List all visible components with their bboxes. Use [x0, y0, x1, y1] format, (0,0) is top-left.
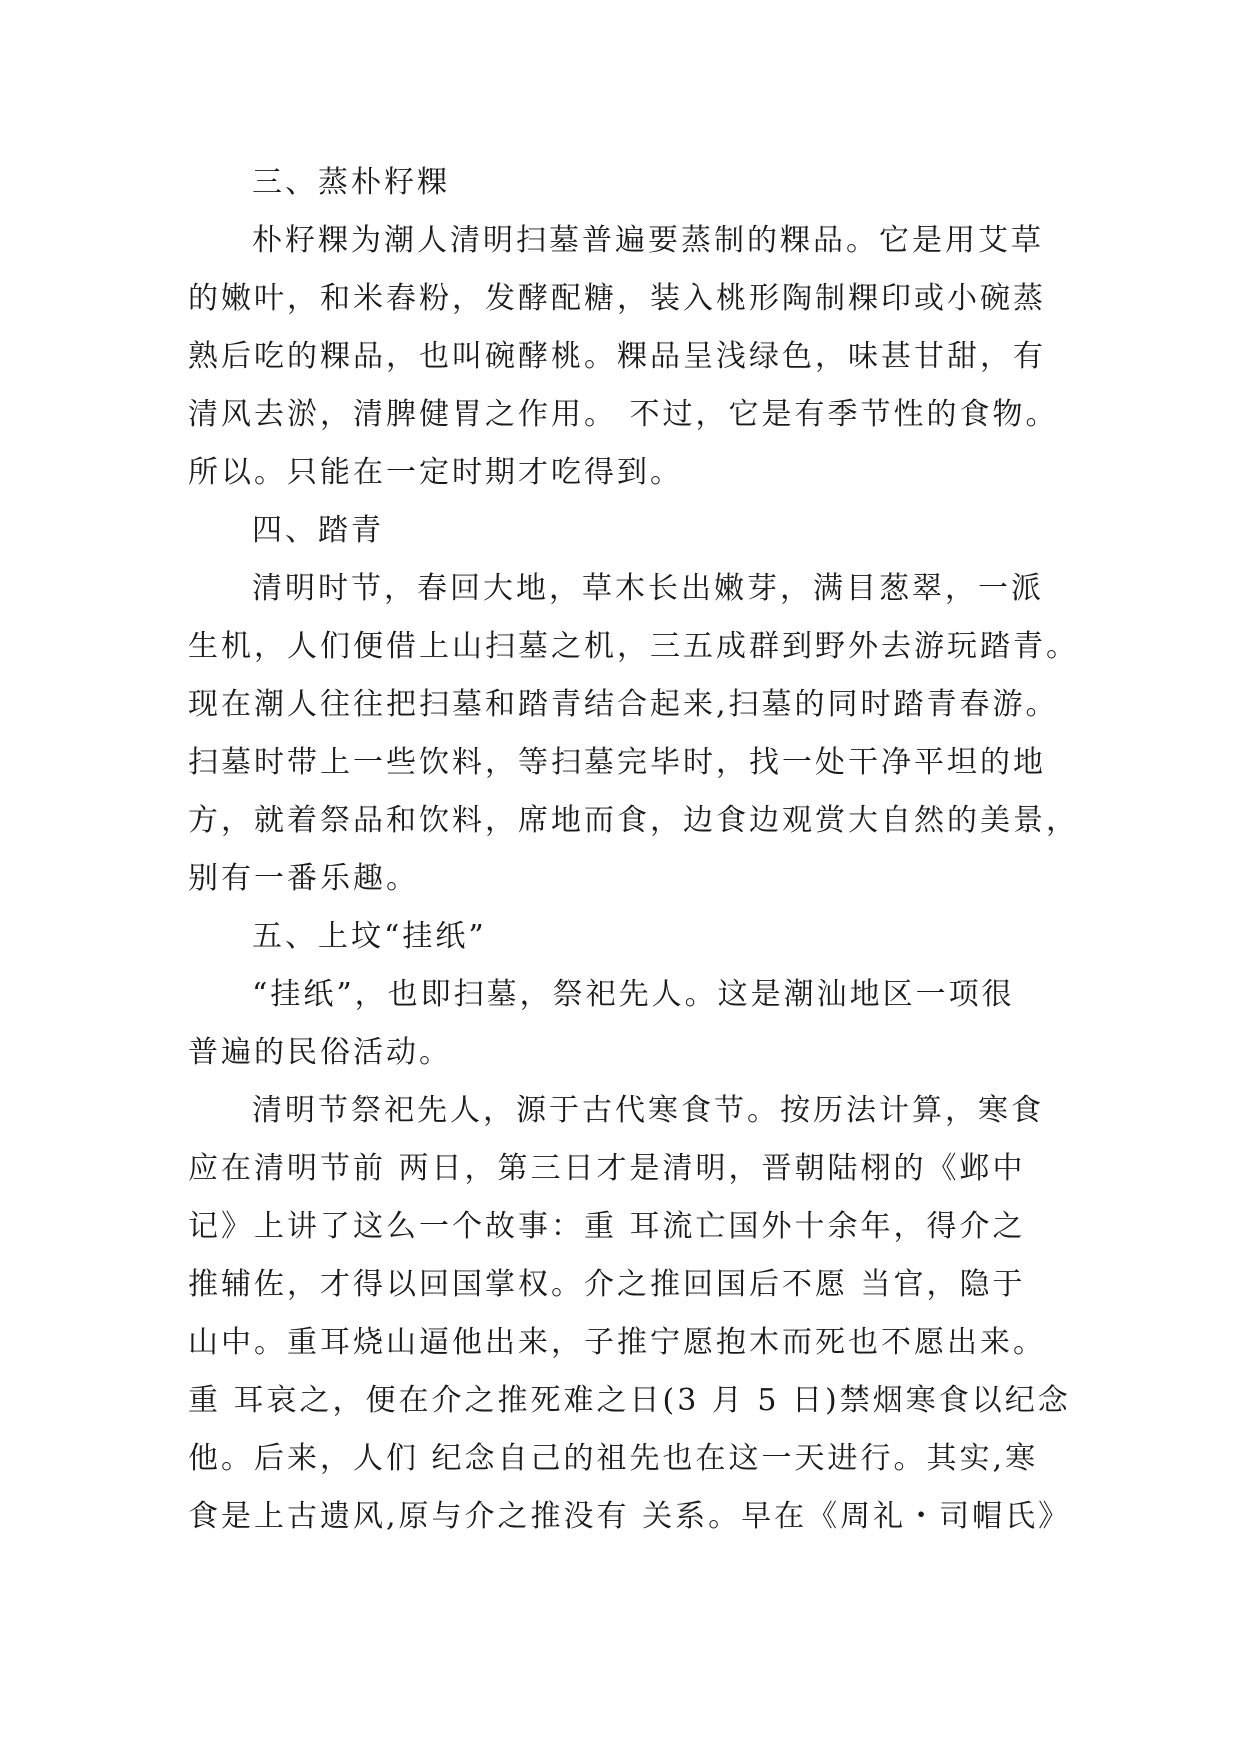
paragraph-line: 别有一番乐趣。: [188, 861, 419, 896]
paragraph-line: 推辅佐，才得以回国掌权。介之推回国后不愿 当官，隐于: [188, 1267, 1026, 1302]
paragraph-line: 扫墓时带上一些饮料，等扫墓完毕时，找一处干净平坦的地: [188, 745, 1046, 780]
paragraph-line: 记》上讲了这么一个故事：重 耳流亡国外十余年，得介之: [188, 1209, 1026, 1244]
paragraph-line: 清风去淤，清脾健胃之作用。 不过，它是有季节性的食物。: [188, 397, 1059, 432]
paragraph-line: 他。后来，人们 纪念自己的祖先也在这一天进行。其实,寒: [188, 1441, 1039, 1476]
heading-steamed-cake: 三、蒸朴籽粿: [252, 165, 450, 200]
paragraph-line: 所以。只能在一定时期才吃得到。: [188, 455, 683, 490]
paragraph-line: 方，就着祭品和饮料，席地而食，边食边观赏大自然的美景，: [188, 803, 1079, 838]
paragraph-line: 生机，人们便借上山扫墓之机，三五成群到野外去游玩踏青。: [188, 629, 1079, 664]
paragraph-line: 朴籽粿为潮人清明扫墓普遍要蒸制的粿品。它是用艾草: [252, 223, 1044, 258]
paragraph-line: 应在清明节前 两日，第三日才是清明，晋朝陆栩的《邺中: [188, 1151, 1026, 1186]
paragraph-line: 山中。重耳烧山逼他出来，子推宁愿抱木而死也不愿出来。: [188, 1325, 1046, 1360]
paragraph-line: “挂纸”，也即扫墓，祭祀先人。这是潮汕地区一项很: [252, 977, 1015, 1012]
paragraph-line: 清明节祭祀先人，源于古代寒食节。按历法计算，寒食: [252, 1093, 1044, 1128]
paragraph-line: 重 耳哀之，便在介之推死难之日(3 月 5 日)禁烟寒食以纪念: [188, 1383, 1071, 1418]
heading-hanging-paper: 五、上坟“挂纸”: [252, 919, 487, 954]
paragraph-line: 普遍的民俗活动。: [188, 1035, 452, 1070]
paragraph-line: 现在潮人往往把扫墓和踏青结合起来,扫墓的同时踏青春游。: [188, 687, 1059, 722]
paragraph-line: 食是上古遗风,原与介之推没有 关系。早在《周礼・司帽氏》: [188, 1499, 1072, 1534]
heading-spring-outing: 四、踏青: [252, 513, 384, 548]
paragraph-line: 清明时节，春回大地，草木长出嫩芽，满目葱翠，一派: [252, 571, 1044, 606]
paragraph-line: 熟后吃的粿品，也叫碗酵桃。粿品呈浅绿色，味甚甘甜，有: [188, 339, 1046, 374]
paragraph-line: 的嫩叶，和米舂粉，发酵配糖，装入桃形陶制粿印或小碗蒸: [188, 281, 1046, 316]
